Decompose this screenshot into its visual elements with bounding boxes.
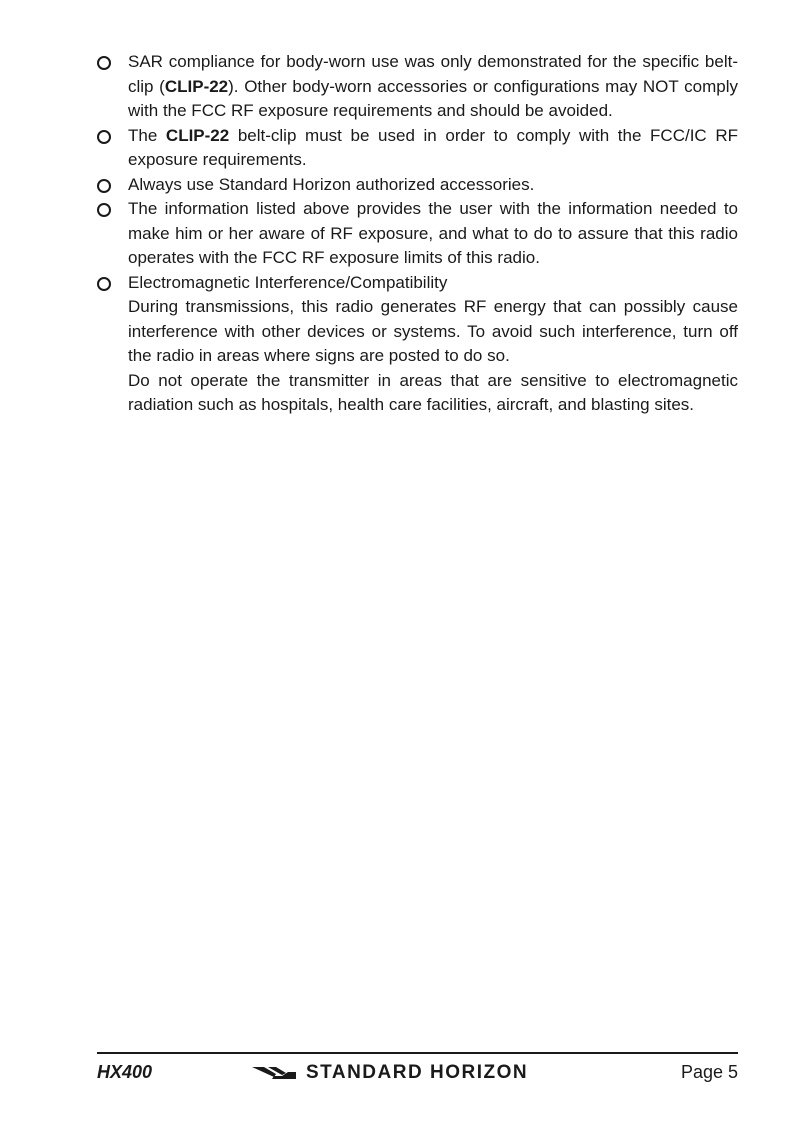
list-item xyxy=(97,197,738,271)
item-paragraph xyxy=(128,50,738,124)
text-run: Electromagnetic Interference/Compatibility xyxy=(128,272,448,292)
list-item xyxy=(97,50,738,124)
bullet-circle-icon xyxy=(97,56,111,70)
standard-horizon-logo-icon xyxy=(252,1064,296,1082)
bold-term: CLIP-22 xyxy=(165,125,230,145)
item-paragraph xyxy=(128,271,738,296)
item-paragraph xyxy=(128,295,738,369)
page-footer xyxy=(97,1052,738,1094)
text-run: belt-clip must be used in order to comply with the FCC/IC RF exposure requirements. xyxy=(128,125,738,169)
brand-logo xyxy=(252,1062,528,1084)
text-run: Do not operate the transmitter in areas that are sensitive to electromagnetic radiation such as hospitals, health care facilities, aircraft, and blasting sites. xyxy=(128,370,738,414)
bullet-circle-icon xyxy=(97,203,111,217)
list-item xyxy=(97,173,738,198)
list-item xyxy=(97,124,738,173)
item-paragraph xyxy=(128,173,738,198)
bullet-list xyxy=(97,50,738,418)
bold-term: CLIP-22 xyxy=(164,76,229,96)
bullet-circle-icon xyxy=(97,277,111,291)
bullet-circle-icon xyxy=(97,179,111,193)
page-number: Page 5 xyxy=(680,1062,738,1082)
text-run: ). Other body-worn accessories or configurations may NOT comply with the FCC RF exposure requirements and should be avoided. xyxy=(128,76,738,120)
text-run: Always use Standard Horizon authorized accessories. xyxy=(128,174,535,194)
item-paragraph xyxy=(128,369,738,418)
bullet-circle-icon xyxy=(97,130,111,144)
item-paragraph xyxy=(128,197,738,271)
text-run: The xyxy=(128,125,166,145)
text-run: During transmissions, this radio generates RF energy that can possibly cause interference with other devices or systems. To avoid such interference, turn off the radio in areas where signs are posted to do so. xyxy=(128,297,738,365)
item-paragraph xyxy=(128,124,738,173)
list-item xyxy=(97,271,738,418)
text-run: The information listed above provides the user with the information needed to make him or her aware of RF exposure, and what to do to assure that this radio operates with the FCC RF exposure limits of this radio. xyxy=(128,199,738,267)
text-run: SAR compliance for body-worn use was only demonstrated for the specific belt-clip ( xyxy=(128,52,738,96)
model-name: HX400 xyxy=(97,1062,153,1082)
brand-name: STANDARD HORIZON xyxy=(306,1062,529,1083)
